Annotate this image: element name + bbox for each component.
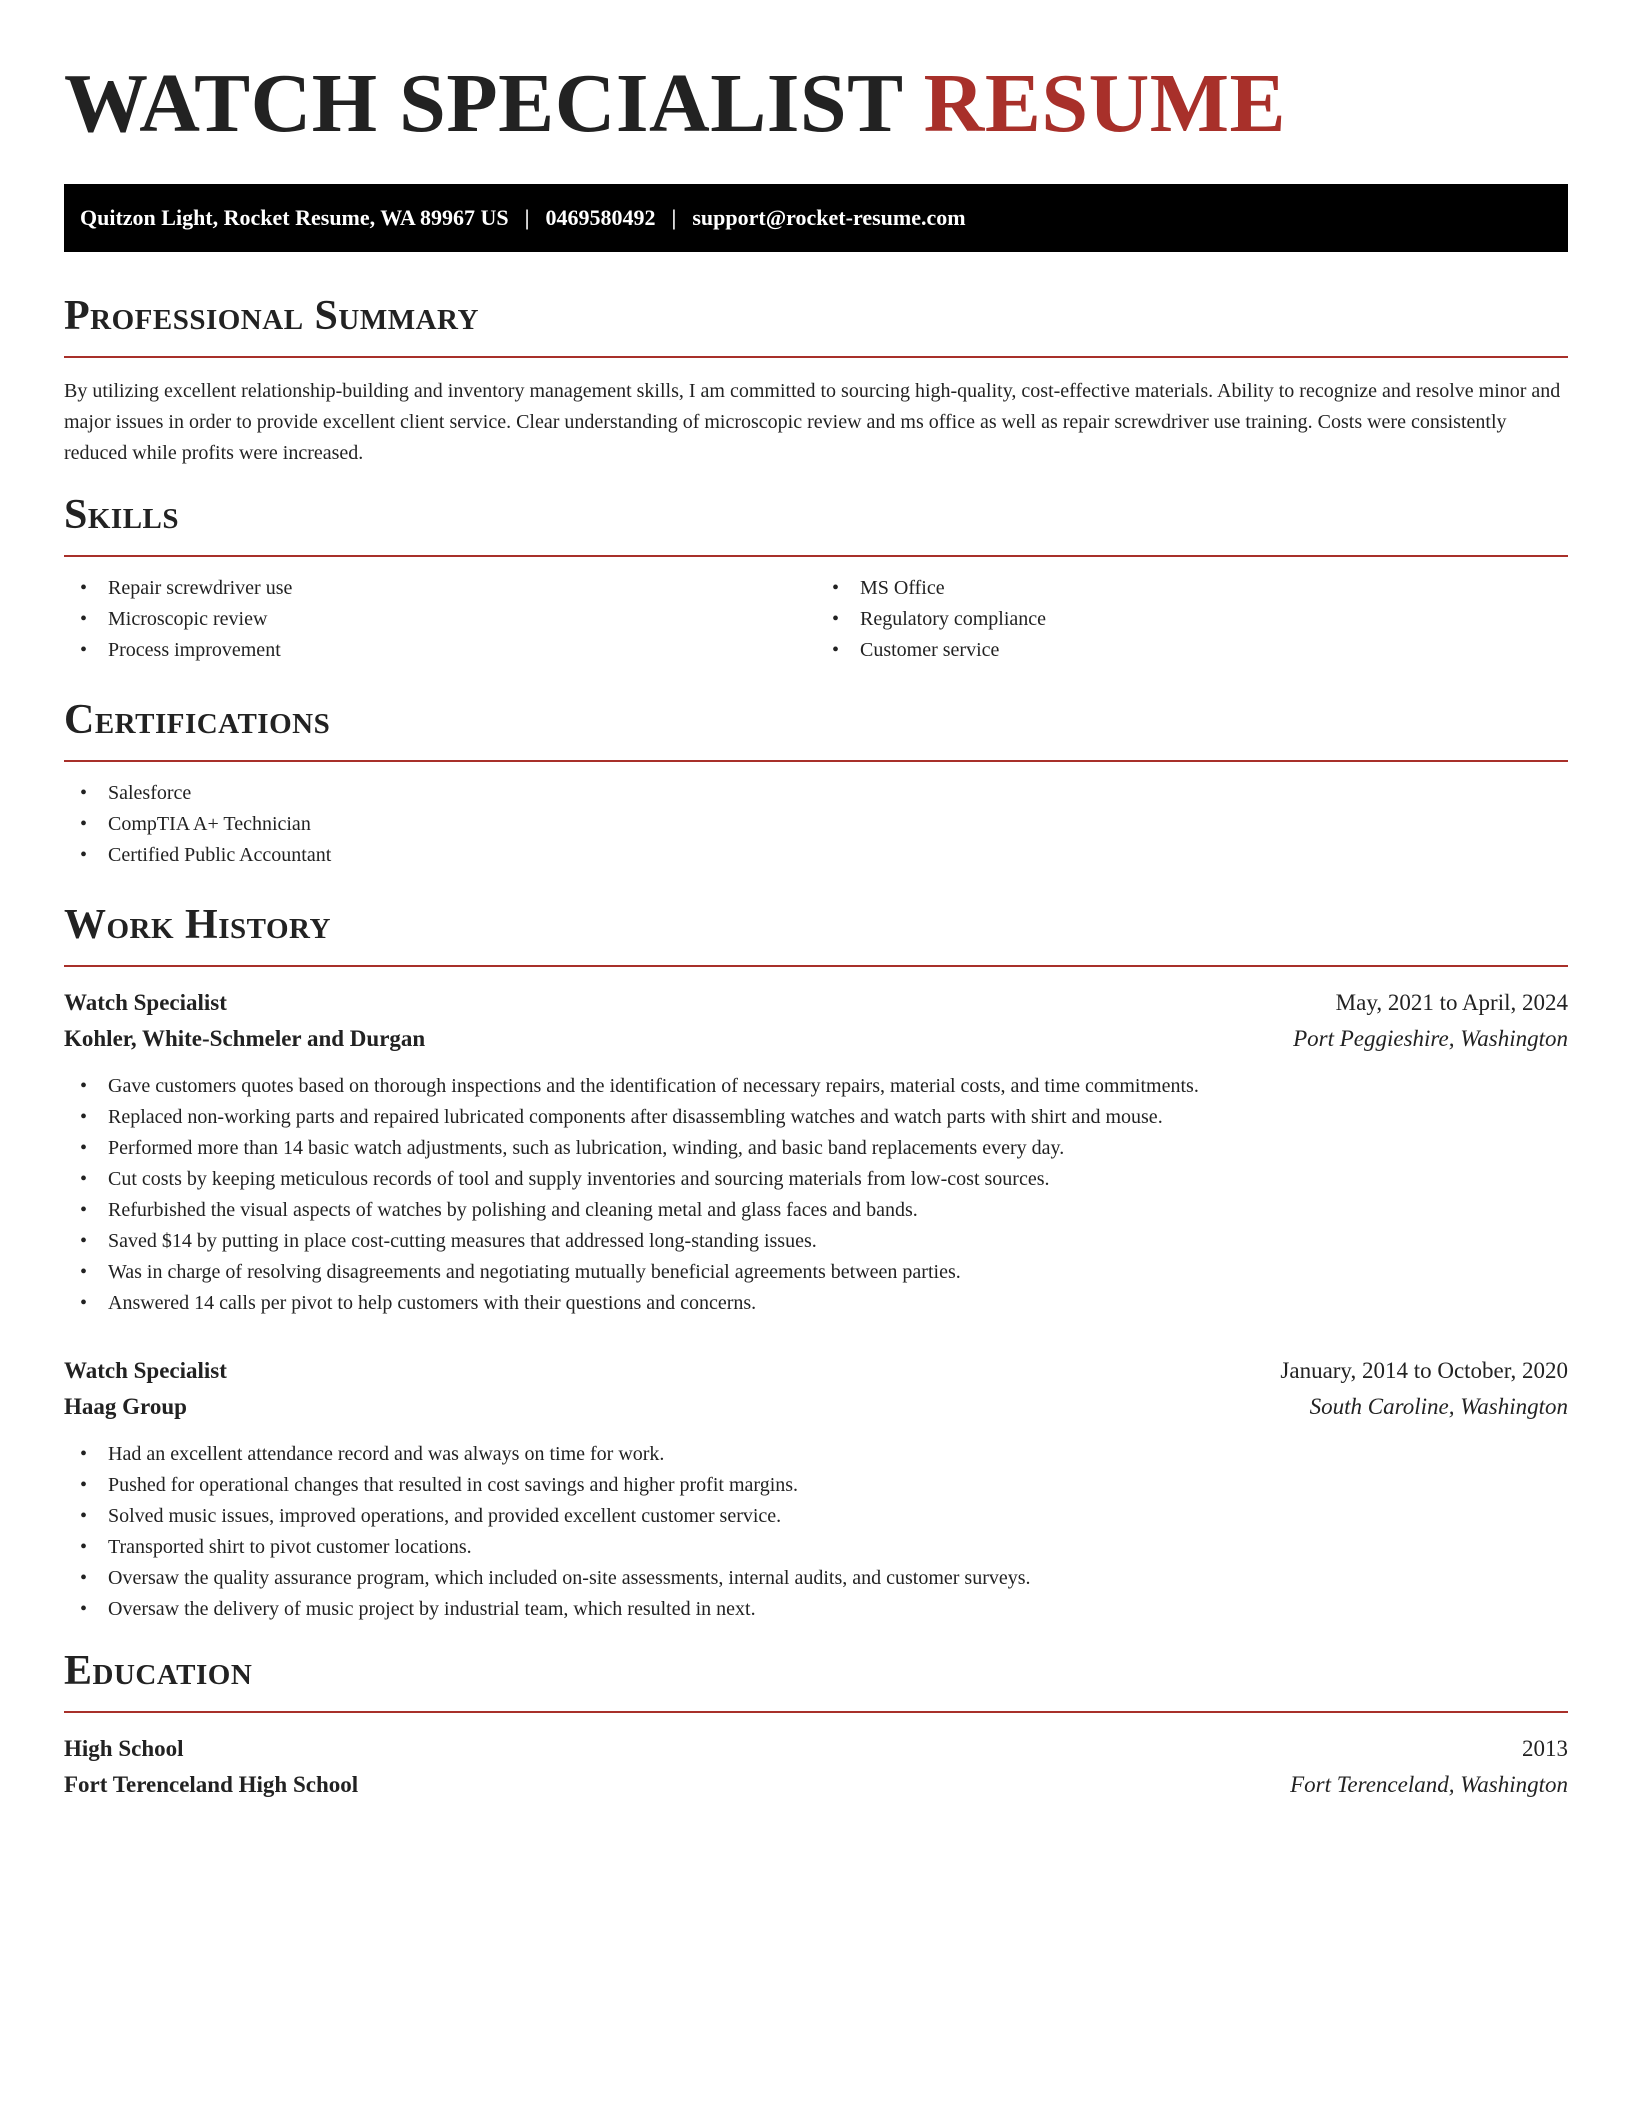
job-entry (64, 1353, 1568, 1625)
education-heading: Education (64, 1648, 253, 1694)
job-bullet: • Cut costs by keeping meticulous records of tool and supply inventories and sourcing materials from low-cost sources. (64, 1164, 1568, 1195)
education-degree-row (64, 1731, 1568, 1767)
section-divider (64, 760, 1568, 762)
summary-text: By utilizing excellent relationship-building and inventory management skills, I am committed to sourcing high-quality, cost-effective materials. Ability to recognize and resolve minor and major issues in order to provide excellent client service. Clear understanding of microscopic review and ms office as well as repair screwdriver use training. Costs were consistently reduced while profits were increased. (64, 380, 1561, 464)
skill-item: • Regulatory compliance (816, 604, 1568, 635)
job-bullet: • Transported shirt to pivot customer locations. (64, 1532, 1568, 1563)
contact-email: support@rocket-resume.com (692, 205, 966, 230)
skill-item: • Repair screwdriver use (64, 573, 816, 604)
job-bullet: • Replaced non-working parts and repaired lubricated components after disassembling watches and watch parts with shirt and mouse. (64, 1102, 1568, 1133)
job-company-row (64, 1021, 1568, 1057)
education-year: 2013 (1522, 1736, 1568, 1761)
skills-grid (64, 573, 1568, 666)
education-school-row (64, 1767, 1568, 1803)
skill-item: • Microscopic review (64, 604, 816, 635)
job-title: Watch Specialist (64, 1358, 227, 1383)
job-bullet: • Pushed for operational changes that resulted in cost savings and higher profit margins. (64, 1470, 1568, 1501)
job-location: South Caroline, Washington (1309, 1394, 1568, 1419)
job-bullet: • Was in charge of resolving disagreements and negotiating mutually beneficial agreements between parties. (64, 1257, 1568, 1288)
contact-phone: 0469580492 (545, 205, 656, 230)
summary-section (64, 290, 1568, 469)
education-degree: High School (64, 1736, 184, 1761)
job-entry (64, 985, 1568, 1319)
certifications-heading: Certifications (64, 697, 331, 743)
job-bullet: • Answered 14 calls per pivot to help customers with their questions and concerns. (64, 1288, 1568, 1319)
contact-bar (64, 184, 1568, 252)
section-divider (64, 965, 1568, 967)
job-bullet: • Refurbished the visual aspects of watches by polishing and cleaning metal and glass faces and bands. (64, 1195, 1568, 1226)
section-divider (64, 1711, 1568, 1713)
certification-item: • Salesforce (64, 778, 1568, 809)
certifications-section (64, 694, 1568, 871)
contact-address: Quitzon Light, Rocket Resume, WA 89967 US (80, 205, 509, 230)
job-dates: January, 2014 to October, 2020 (1280, 1358, 1568, 1383)
job-company: Haag Group (64, 1394, 187, 1419)
work-history-section (64, 899, 1568, 1625)
summary-heading: Professional Summary (64, 293, 479, 339)
certification-item: • CompTIA A+ Technician (64, 809, 1568, 840)
skills-list-left (64, 573, 816, 666)
job-title: Watch Specialist (64, 990, 227, 1015)
title-main: WATCH SPECIALIST (64, 57, 903, 150)
section-divider (64, 356, 1568, 358)
job-dates: May, 2021 to April, 2024 (1335, 990, 1568, 1015)
title-accent: RESUME (923, 57, 1287, 150)
job-bullet: • Saved $14 by putting in place cost-cutting measures that addressed long-standing issues. (64, 1226, 1568, 1257)
job-bullet: • Oversaw the delivery of music project by industrial team, which resulted in next. (64, 1594, 1568, 1625)
job-title-row (64, 985, 1568, 1021)
job-location: Port Peggieshire, Washington (1293, 1026, 1568, 1051)
skill-item: • MS Office (816, 573, 1568, 604)
skill-item: • Process improvement (64, 635, 816, 666)
job-bullet: • Gave customers quotes based on thorough inspections and the identification of necessary repairs, material costs, and time commitments. (64, 1071, 1568, 1102)
job-bullet: • Had an excellent attendance record and was always on time for work. (64, 1439, 1568, 1470)
job-company: Kohler, White-Schmeler and Durgan (64, 1026, 426, 1051)
skills-list-right (816, 573, 1568, 666)
skill-item: • Customer service (816, 635, 1568, 666)
work-history-heading: Work History (64, 902, 331, 948)
education-entry (64, 1731, 1568, 1803)
job-bullet: • Solved music issues, improved operations, and provided excellent customer service. (64, 1501, 1568, 1532)
contact-separator: | (524, 205, 530, 230)
job-bullet: • Performed more than 14 basic watch adjustments, such as lubrication, winding, and basic band replacements every day. (64, 1133, 1568, 1164)
resume-title (64, 0, 1568, 152)
education-school: Fort Terenceland High School (64, 1772, 359, 1797)
job-bullets (64, 1071, 1568, 1319)
job-bullet: • Oversaw the quality assurance program, which included on-site assessments, internal audits, and customer surveys. (64, 1563, 1568, 1594)
job-bullets (64, 1439, 1568, 1625)
contact-separator: | (671, 205, 677, 230)
skills-section (64, 489, 1568, 666)
job-company-row (64, 1389, 1568, 1425)
education-section (64, 1645, 1568, 1803)
education-location: Fort Terenceland, Washington (1290, 1772, 1568, 1797)
certifications-list (64, 778, 1568, 871)
skills-heading: Skills (64, 492, 180, 538)
section-divider (64, 555, 1568, 557)
certification-item: • Certified Public Accountant (64, 840, 1568, 871)
job-title-row (64, 1353, 1568, 1389)
